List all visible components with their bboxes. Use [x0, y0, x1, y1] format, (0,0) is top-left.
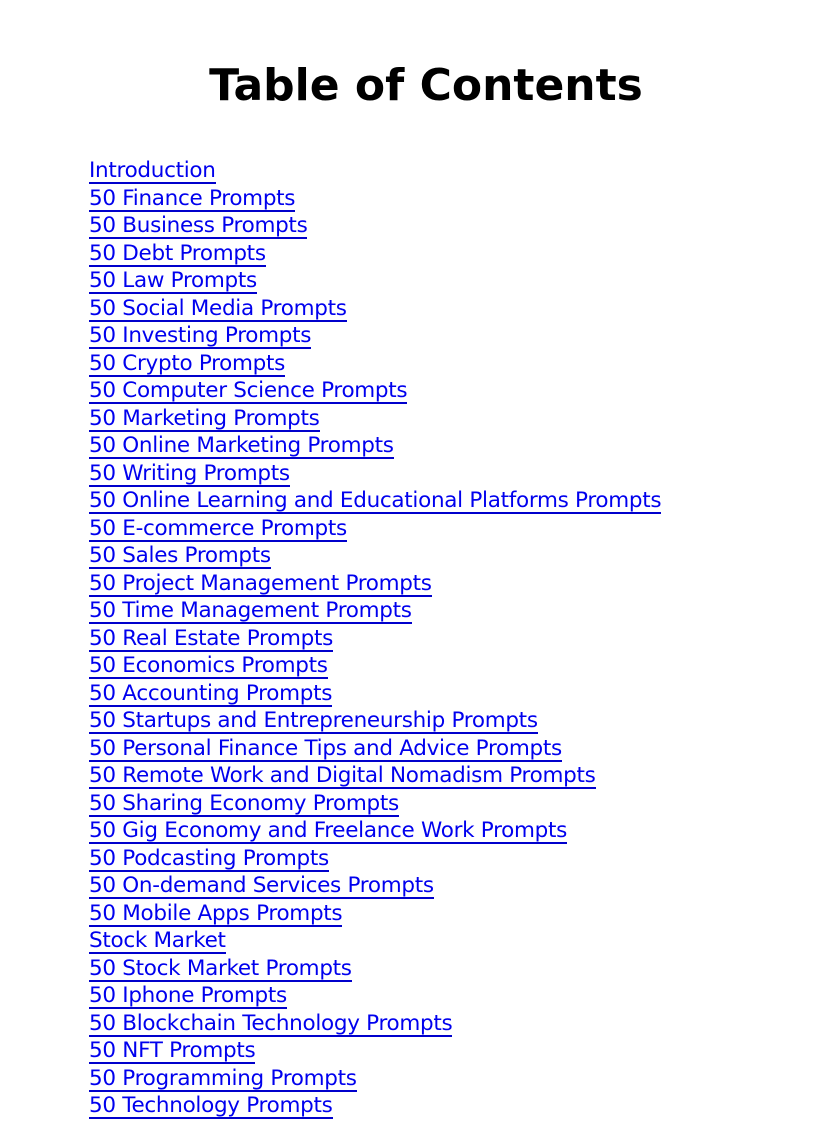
toc-link-50-iphone-prompts[interactable]: 50 Iphone Prompts [89, 983, 287, 1008]
toc-link-50-economics-prompts[interactable]: 50 Economics Prompts [89, 653, 328, 678]
toc-item [89, 1066, 661, 1094]
page-title: Table of Contents [209, 60, 643, 111]
toc-item [89, 488, 661, 516]
toc-link-50-debt-prompts[interactable]: 50 Debt Prompts [89, 240, 266, 266]
toc-item [89, 433, 661, 461]
toc-item [89, 736, 661, 764]
toc-item [89, 406, 661, 434]
toc-item [89, 1038, 661, 1066]
toc-link-50-nft-prompts[interactable]: 50 NFT Prompts [89, 1038, 256, 1063]
toc-item [89, 873, 661, 901]
toc-link-50-investing-prompts[interactable]: 50 Investing Prompts [89, 323, 312, 348]
toc-link-50-sharing-economy-prompts[interactable]: 50 Sharing Economy Prompts [89, 790, 399, 816]
toc-item [89, 846, 661, 874]
toc-link-50-marketing-prompts[interactable]: 50 Marketing Prompts [89, 405, 320, 431]
toc-item [89, 268, 661, 296]
toc-link-50-finance-prompts[interactable]: 50 Finance Prompts [89, 185, 296, 211]
toc-link-50-time-management-prompts[interactable]: 50 Time Management Prompts [89, 598, 412, 623]
toc-link-50-real-estate-prompts[interactable]: 50 Real Estate Prompts [89, 625, 333, 651]
toc-item [89, 1093, 661, 1121]
toc-item [89, 241, 661, 269]
toc-item [89, 351, 661, 379]
toc-link-50-project-management-prompts[interactable]: 50 Project Management Prompts [89, 570, 432, 596]
toc-link-50-personal-finance-tips-and-advice-prompts[interactable]: 50 Personal Finance Tips and Advice Prompts [89, 735, 562, 761]
toc-item [89, 708, 661, 736]
toc-item [89, 901, 661, 929]
toc-link-50-gig-economy-and-freelance-work-prompts[interactable]: 50 Gig Economy and Freelance Work Prompts [89, 818, 568, 843]
toc-item [89, 653, 661, 681]
toc-link-50-podcasting-prompts[interactable]: 50 Podcasting Prompts [89, 845, 329, 871]
toc-item [89, 543, 661, 571]
toc-link-50-startups-and-entrepreneurship-prompts[interactable]: 50 Startups and Entrepreneurship Prompts [89, 708, 538, 733]
toc-item [89, 983, 661, 1011]
toc-item [89, 571, 661, 599]
toc-item [89, 213, 661, 241]
toc-item [89, 763, 661, 791]
toc-link-50-social-media-prompts[interactable]: 50 Social Media Prompts [89, 295, 347, 321]
toc-link-50-online-learning-and-educational-platforms-prompts[interactable]: 50 Online Learning and Educational Platforms Prompts [89, 488, 662, 513]
toc-link-50-stock-market-prompts[interactable]: 50 Stock Market Prompts [89, 955, 352, 981]
toc-item [89, 516, 661, 544]
toc-link-50-blockchain-technology-prompts[interactable]: 50 Blockchain Technology Prompts [89, 1010, 453, 1036]
toc-link-50-business-prompts[interactable]: 50 Business Prompts [89, 213, 308, 238]
toc-item [89, 791, 661, 819]
toc-item [89, 598, 661, 626]
toc-item [89, 681, 661, 709]
toc-link-50-law-prompts[interactable]: 50 Law Prompts [89, 268, 257, 293]
toc-item [89, 378, 661, 406]
toc-item [89, 928, 661, 956]
toc-link-50-sales-prompts[interactable]: 50 Sales Prompts [89, 543, 271, 568]
toc-link-50-crypto-prompts[interactable]: 50 Crypto Prompts [89, 350, 286, 376]
toc-item [89, 323, 661, 351]
toc-link-50-computer-science-prompts[interactable]: 50 Computer Science Prompts [89, 378, 408, 403]
toc-link-50-on-demand-services-prompts[interactable]: 50 On-demand Services Prompts [89, 873, 434, 898]
toc-link-50-online-marketing-prompts[interactable]: 50 Online Marketing Prompts [89, 433, 394, 458]
toc-link-introduction[interactable]: Introduction [89, 158, 216, 183]
toc-link-50-e-commerce-prompts[interactable]: 50 E-commerce Prompts [89, 515, 347, 541]
toc-link-50-technology-prompts[interactable]: 50 Technology Prompts [89, 1093, 333, 1118]
toc-link-50-accounting-prompts[interactable]: 50 Accounting Prompts [89, 680, 333, 706]
toc-link-stock-market[interactable]: Stock Market [89, 928, 226, 953]
toc-item [89, 956, 661, 984]
toc-item [89, 461, 661, 489]
toc-link-50-mobile-apps-prompts[interactable]: 50 Mobile Apps Prompts [89, 900, 343, 926]
toc-item [89, 626, 661, 654]
toc-link-50-writing-prompts[interactable]: 50 Writing Prompts [89, 460, 290, 486]
toc-item [89, 296, 661, 324]
toc-item [89, 158, 661, 186]
table-of-contents-list [89, 158, 661, 1121]
toc-link-50-programming-prompts[interactable]: 50 Programming Prompts [89, 1065, 357, 1091]
toc-item [89, 1011, 661, 1039]
toc-item [89, 186, 661, 214]
toc-link-50-remote-work-and-digital-nomadism-prompts[interactable]: 50 Remote Work and Digital Nomadism Prompts [89, 763, 596, 788]
toc-item [89, 818, 661, 846]
